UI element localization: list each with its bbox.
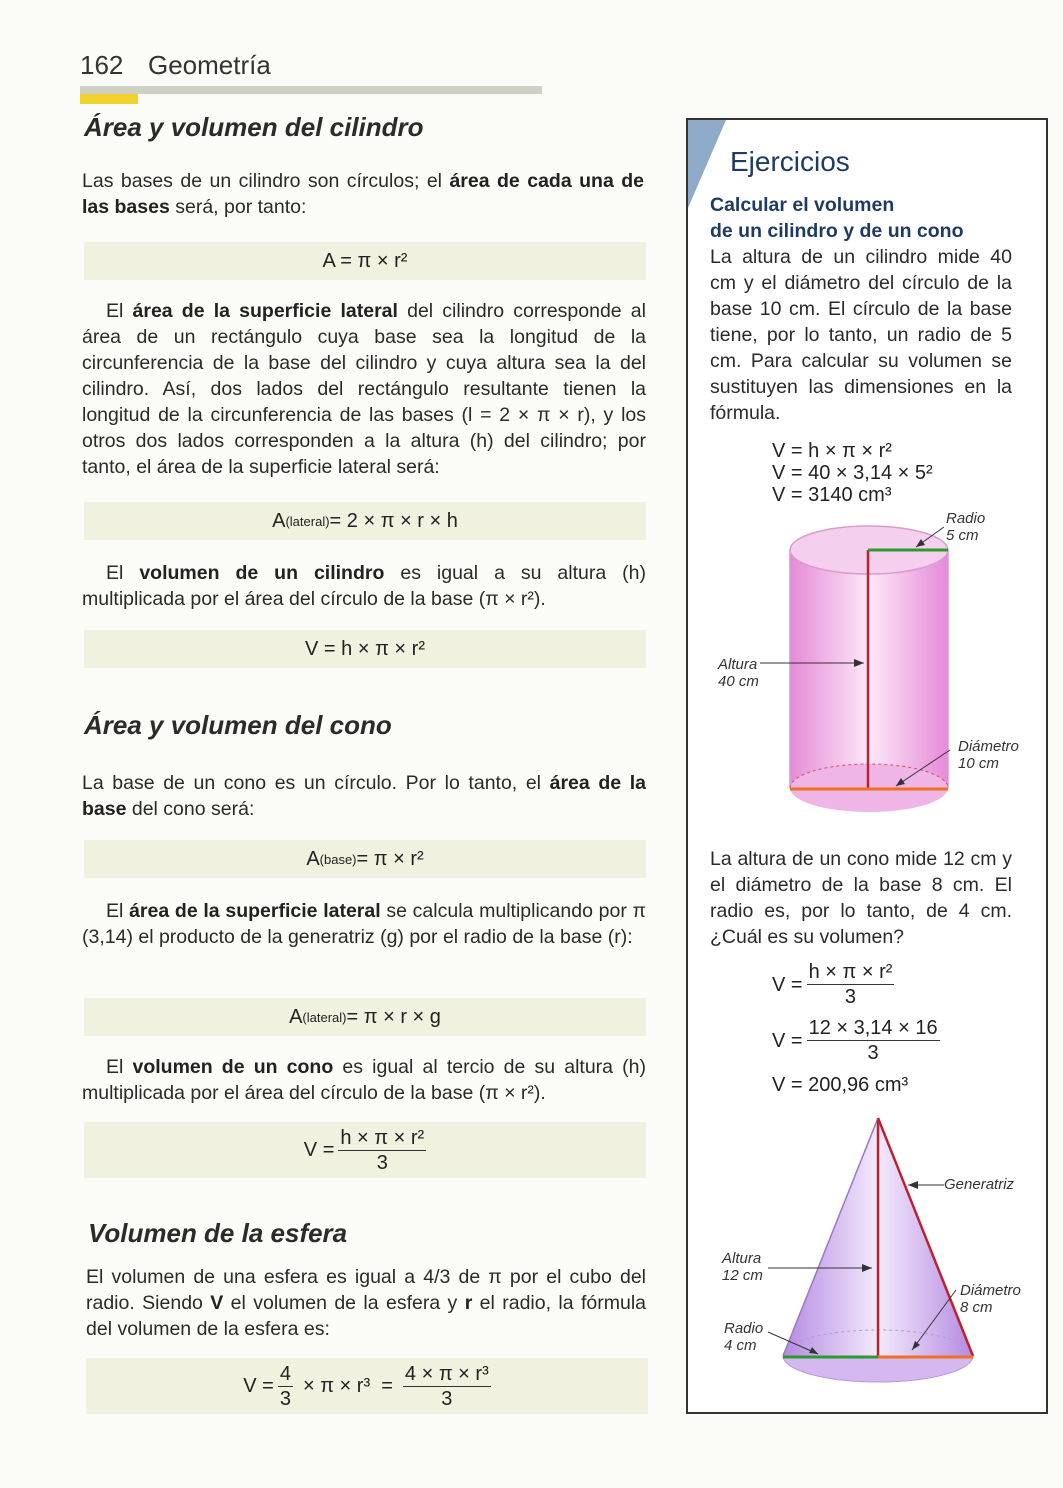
header-accent: [80, 94, 138, 104]
cone-volume-formula: V = $\frac{\text{h × π × r²}}{3}$: [84, 1122, 646, 1178]
page-number: 162: [80, 50, 124, 80]
cylinder-paragraph-2: El área de la superficie lateral del cilindro corresponde al área de un rectángulo cuya base sea la longitud de la circunferencia de la base del cilindro y cuya altura sea la del cilindro. Así, dos lados del rectángulo resultante tienen la longitud de la circunferencia de las bases (l = 2 × π × r), y los otros dos lados corresponden a la altura (h) del cilindro; por tanto, el área de la superficie lateral será:: [82, 300, 646, 478]
cone-base-area-formula: A (base) = π × r²: [84, 840, 646, 878]
cylinder-base-area-formula: A = π × r²: [84, 242, 646, 280]
sphere-volume-formula: V = $\frac{4}{3}$ × π × r³ = $\frac{\text{4 × π × r³}}{3}$: [86, 1358, 648, 1414]
exercise-cylinder-text: La altura de un cilindro mide 40 cm y el diámetro del círculo de la base 10 cm. El círculo de la base tiene, por lo tanto, un radio de 5 cm. Para calcular su volumen se sustituyen las dimensiones en la fórmula.: [710, 246, 1012, 424]
cone-paragraph-1: La base de un cono es un círculo. Por lo tanto, el área de la base del cono será:: [82, 772, 646, 820]
exercises-subtitle: Calcular el volumen de un cilindro y de un cono: [710, 194, 964, 242]
exercise-cone-eq-3: V = 200,96 cm³: [772, 1074, 909, 1096]
exercise-cylinder-equations: V = h × π × r² V = 40 × 3,14 × 5² V = 3140 cm³: [772, 440, 933, 506]
sphere-title: Volumen de la esfera: [88, 1218, 348, 1248]
header-rule: [80, 86, 542, 94]
cone-generatrix-label: Generatriz: [944, 1176, 1015, 1193]
exercises-title: Ejercicios: [730, 146, 850, 177]
exercise-cone-text: La altura de un cono mide 12 cm y el diámetro de la base 8 cm. El radio es, por lo tanto, de 4 cm. ¿Cuál es su volumen?: [710, 848, 1012, 948]
sphere-paragraph: El volumen de una esfera es igual a 4/3 de π por el cubo del radio. Siendo V el volumen de la esfera y r el radio, la fórmula del volumen de la esfera es:: [86, 1266, 646, 1340]
cone-paragraph-2: El área de la superficie lateral se calcula multiplicando por π (3,14) el producto de la generatriz (g) por el radio de la base (r):: [82, 900, 646, 948]
exercise-cone-eq-2: V = $\frac{12 \times 3,14 \times 16}{3}$: [772, 1017, 938, 1064]
cone-lateral-formula: A (lateral) = π × r × g: [84, 998, 646, 1036]
cylinder-title: Área y volumen del cilindro: [84, 112, 424, 142]
cylinder-paragraph-3: El volumen de un cilindro es igual a su altura (h) multiplicada por el área del círculo de la base (π × r²).: [82, 562, 647, 610]
cone-paragraph-3: El volumen de un cono es igual al tercio de su altura (h) multiplicada por el área del círculo de la base (π × r²).: [82, 1056, 646, 1104]
cone-diameter-label: Diámetro 8 cm: [960, 1282, 1021, 1316]
cylinder-height-label: Altura 40 cm: [718, 656, 759, 690]
cylinder-lateral-formula: A (lateral) = 2 × π × r × h: [84, 502, 646, 540]
chapter-title: Geometría: [148, 50, 271, 80]
cylinder-paragraph-1: Las bases de un cilindro son círculos; el área de cada una de las bases será, por tanto:: [82, 170, 644, 218]
exercise-cone-eq-1: V = $\frac{\text{h × π × r²}}{3}$: [772, 961, 893, 1008]
cone-height-label: Altura 12 cm: [722, 1250, 763, 1284]
cylinder-volume-formula: V = h × π × r²: [84, 630, 646, 668]
cylinder-diameter-label: Diámetro 10 cm: [958, 738, 1019, 772]
cone-title: Área y volumen del cono: [84, 710, 392, 740]
cone-radius-label: Radio 4 cm: [724, 1320, 764, 1354]
cylinder-radius-label: Radio 5 cm: [946, 510, 986, 544]
